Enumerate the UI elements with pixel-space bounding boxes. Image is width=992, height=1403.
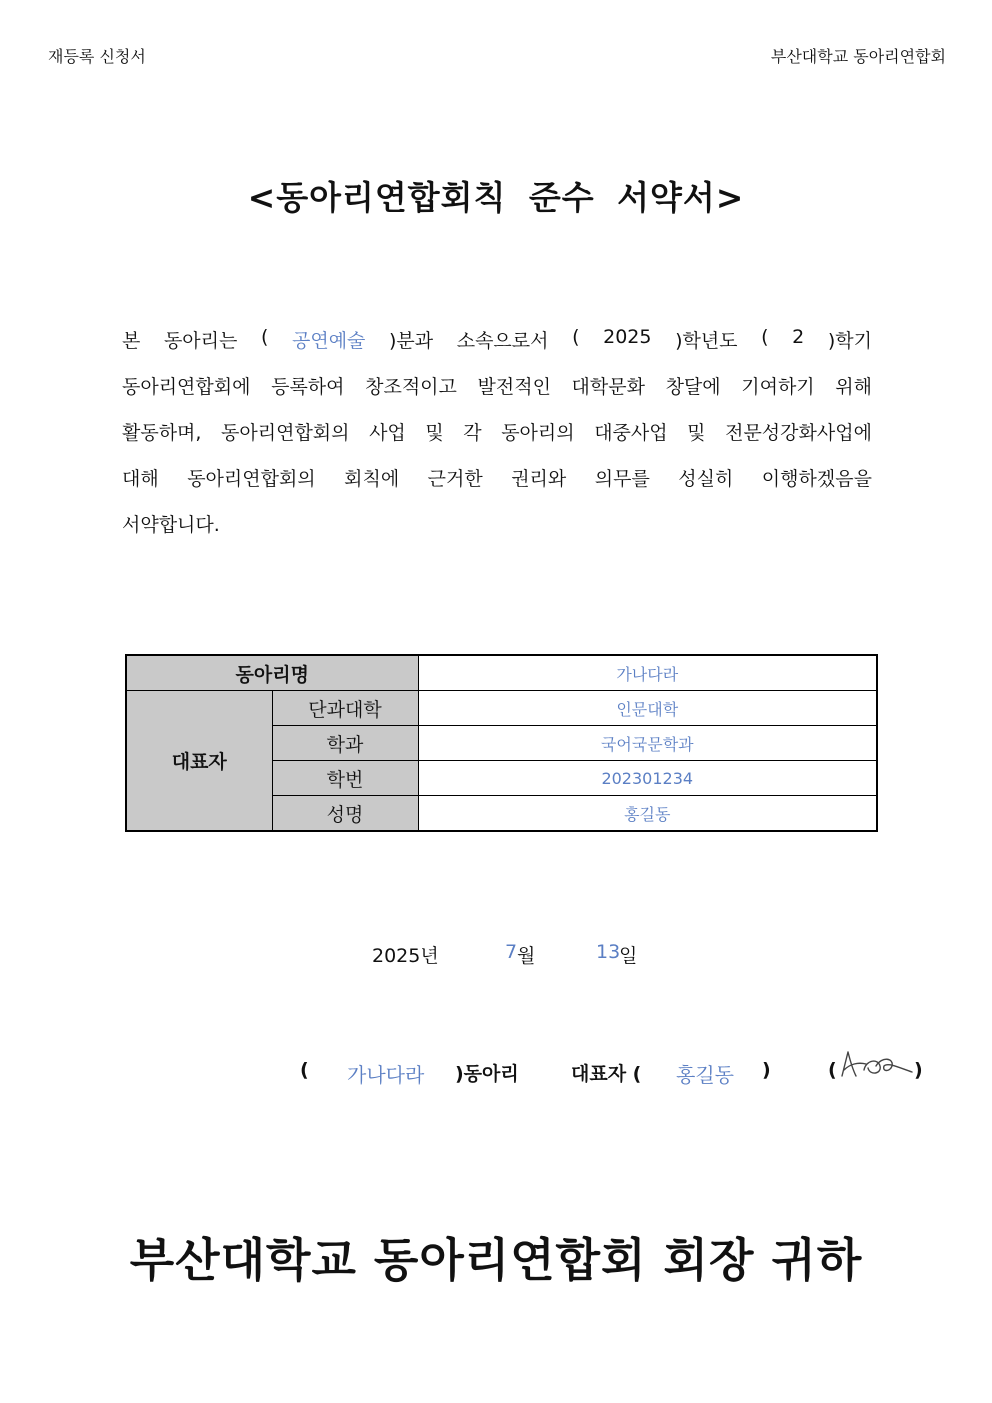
close-paren: ) xyxy=(762,1059,771,1081)
division-value: 공연예술 xyxy=(291,330,366,352)
date-day-value: 13 xyxy=(596,941,621,963)
date-day-unit: 일 xyxy=(619,945,638,967)
table-row xyxy=(126,691,877,726)
date-year: 2025년 xyxy=(372,945,439,967)
pledge-word: 동아리연합회의 xyxy=(187,468,316,490)
department-value: 국어국문학과 xyxy=(418,726,877,761)
pledge-word: 권리와 xyxy=(511,468,567,490)
pledge-word: 이행하겠음을 xyxy=(761,468,872,490)
name-value: 홍길동 xyxy=(418,796,877,832)
semester-value: 2 xyxy=(792,326,805,348)
pledge-word: 의무를 xyxy=(594,468,650,490)
department-label: 학과 xyxy=(272,726,418,761)
pledge-word: 대해 xyxy=(122,468,159,490)
representative-label: 대표자 ( xyxy=(571,1063,642,1085)
pledge-word: 근거한 xyxy=(427,468,483,490)
pledge-word: 사업 xyxy=(369,422,406,444)
pledge-word: 전문성강화사업에 xyxy=(725,422,872,444)
pledge-word: 위해 xyxy=(835,376,872,398)
addressee: 부산대학교 동아리연합회 회장 귀하 xyxy=(129,1233,863,1287)
open-paren: ( xyxy=(828,1059,837,1081)
club-name-value: 가나다라 xyxy=(418,655,877,691)
pledge-word: 등록하여 xyxy=(271,376,345,398)
club-info-table xyxy=(125,654,878,832)
close-paren: ) xyxy=(914,1059,923,1081)
pledge-word: 및 xyxy=(687,422,706,444)
pledge-word: )학년도 xyxy=(675,330,738,352)
document-title: <동아리연합회칙 준수 서약서> xyxy=(247,178,745,217)
academic-year-value: 2025 xyxy=(603,326,652,348)
pledge-word: 동아리연합회의 xyxy=(221,422,350,444)
pledge-word: 동아리의 xyxy=(501,422,575,444)
open-paren: ( xyxy=(300,1059,309,1081)
handwritten-signature xyxy=(836,1046,916,1082)
pledge-word: )학기 xyxy=(827,330,872,352)
pledge-word: 동아리는 xyxy=(163,330,238,352)
organization-label: 부산대학교 동아리연합회 xyxy=(770,47,946,66)
pledge-word: 각 xyxy=(463,422,482,444)
pledge-line-4 xyxy=(122,464,872,491)
pledge-word: ( xyxy=(572,326,580,348)
pledge-word: ( xyxy=(761,326,769,348)
pledge-word: 창조적이고 xyxy=(365,376,457,398)
name-label: 성명 xyxy=(272,796,418,832)
table-row xyxy=(126,655,877,691)
club-name-label: 동아리명 xyxy=(126,655,418,691)
pledge-word: )분과 xyxy=(389,330,434,352)
date-month-unit: 월 xyxy=(517,945,536,967)
pledge-word: 및 xyxy=(425,422,444,444)
pledge-line-1 xyxy=(122,326,872,353)
pledge-word: 활동하며, xyxy=(122,422,202,444)
pledge-word: 창달에 xyxy=(665,376,721,398)
college-label: 단과대학 xyxy=(272,691,418,726)
pledge-word: 발전적인 xyxy=(477,376,551,398)
pledge-word: 본 xyxy=(122,330,141,352)
pledge-word: 대중사업 xyxy=(594,422,668,444)
pledge-line-2 xyxy=(122,372,872,399)
signature-club-value: 가나다라 xyxy=(347,1063,425,1087)
pledge-word: 소속으로서 xyxy=(456,330,549,352)
pledge-word: 대학문화 xyxy=(571,376,645,398)
student-id-label: 학번 xyxy=(272,761,418,796)
pledge-word: 회칙에 xyxy=(344,468,400,490)
pledge-word: 성실히 xyxy=(678,468,734,490)
pledge-line-5 xyxy=(122,510,872,537)
representative-label: 대표자 xyxy=(126,691,272,832)
student-id-value: 202301234 xyxy=(418,761,877,796)
pledge-word: ( xyxy=(260,326,269,348)
college-value: 인문대학 xyxy=(418,691,877,726)
pledge-word: 기여하기 xyxy=(741,376,815,398)
pledge-line-3 xyxy=(122,418,872,445)
pledge-word: 동아리연합회에 xyxy=(122,376,251,398)
date-month-value: 7 xyxy=(505,941,518,963)
signature-rep-value: 홍길동 xyxy=(676,1063,734,1087)
pledge-word: 서약합니다. xyxy=(122,514,220,536)
document-type-label: 재등록 신청서 xyxy=(48,47,146,66)
club-suffix: )동아리 xyxy=(455,1063,519,1085)
